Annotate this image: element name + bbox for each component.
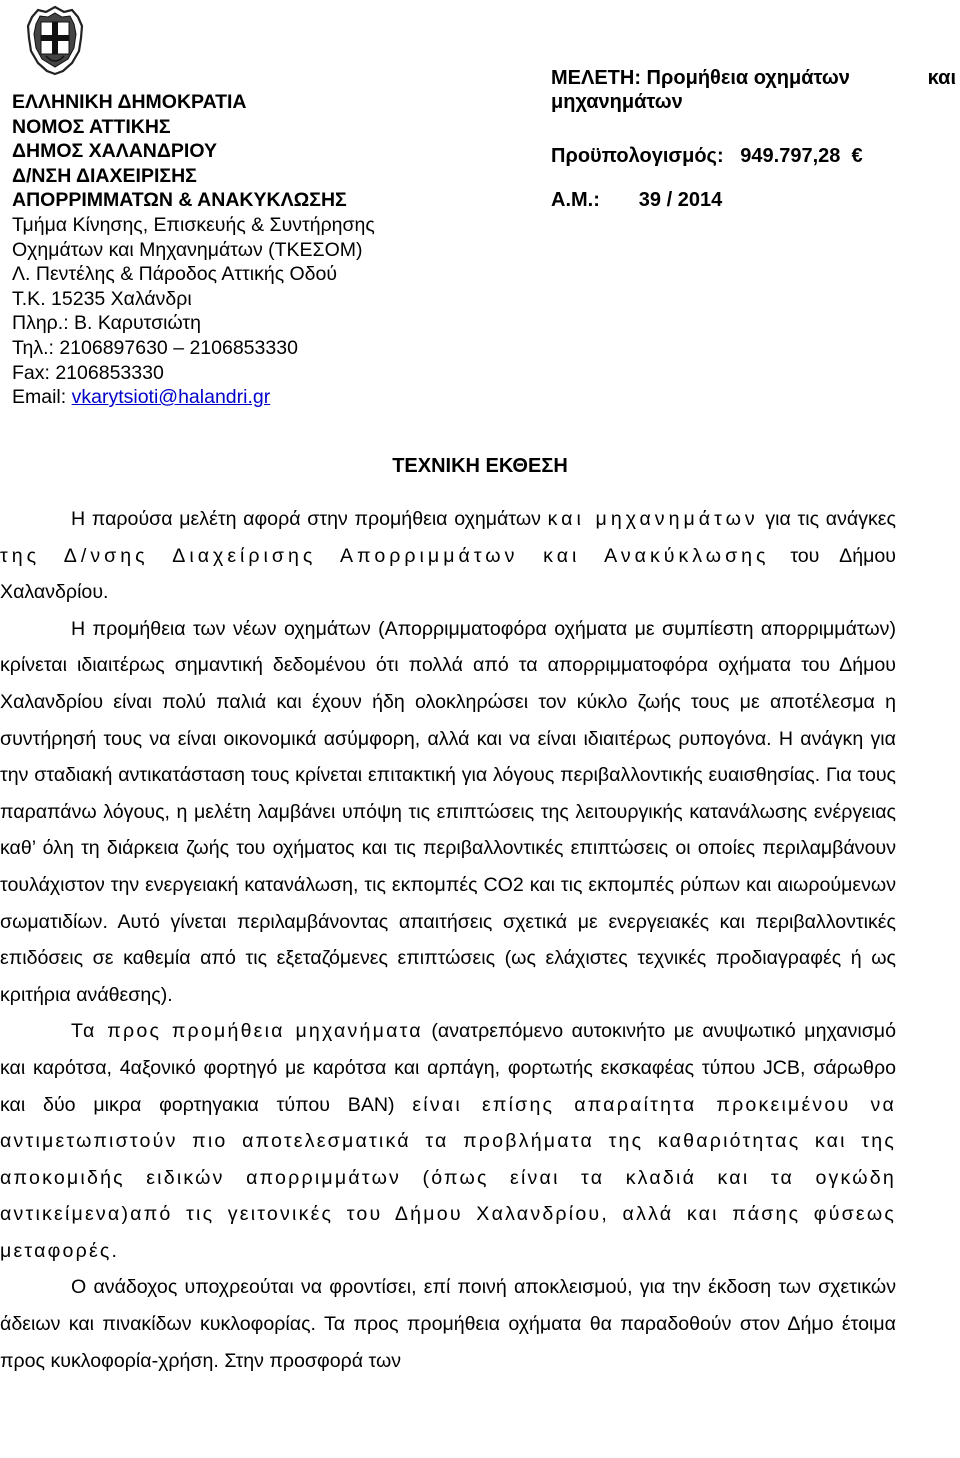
- p2-text-c: Για τους παραπάνω λόγους, η μελέτη λαμβάνει υπόψη τις επιπτώσεις της λειτουργικής κατανάλωσης ενέργειας καθ’ όλη τη διάρκεια ζωής του οχήματος και τις περιβαλλοντικές επιπτώσεις οι οποίες περιλαμβάνουν τουλάχιστον την ενεργειακή κατανάλωση, τις εκπομπές CO2 και τις εκπομπές ρύπων και αιωρούμενων σωματιδίων.: [0, 764, 896, 933]
- paragraph-2: [0, 611, 896, 1014]
- municipality-line: ΔΗΜΟΣ ΧΑΛΑΝΔΡΙΟΥ: [12, 140, 217, 163]
- paragraph-1: [0, 501, 896, 611]
- email-link[interactable]: vkarytsioti@halandri.gr: [71, 386, 271, 409]
- department-line: Τμήμα Κίνησης, Επισκευής & Συντήρησης: [12, 213, 375, 236]
- paragraph-4: Ο ανάδοχος υποχρεούται να φροντίσει, επί ποινή αποκλεισμού, για την έκδοση των σχετικών άδειων και πινακίδων κυκλοφορίας. Τα προς προμήθεια οχήματα θα παραδοθούν στον Δήμο έτοιμα προς κυκλοφορία-χρήση. Στην προσφορά των: [0, 1276, 896, 1372]
- sender-info: [12, 90, 492, 410]
- p1-text-d: της Δ/νσης Διαχείρισης Απορριμμάτων και Ανακύκλωσης: [0, 544, 770, 567]
- department-line-2: Οχημάτων και Μηχανημάτων (ΤΚΕΣΟΜ): [12, 238, 363, 261]
- contact-person-line: Πληρ.: Β. Καρυτσιώτη: [12, 312, 201, 335]
- p2-text-d: Αυτό γίνεται περιλαμβάνοντας απαιτήσεις σχετικά με ενεργειακές και περιβαλλοντικές επιδόσεις σε καθεμία από τις εξεταζόμενες επιπτώσεις (ως ελάχιστες τεχνικές προδιαγραφές ή ως κριτήρια ανάθεσης).: [0, 910, 896, 1006]
- postal-code-line: Τ.Κ. 15235 Χαλάνδρι: [12, 287, 192, 310]
- prefecture-line: ΝΟΜΟΣ ΑΤΤΙΚΗΣ: [12, 115, 171, 138]
- document-body: [0, 501, 896, 1379]
- euro-icon: €: [851, 145, 863, 167]
- p1-text-e: του Δήμου Χαλανδρίου.: [0, 544, 896, 604]
- study-title: [551, 66, 956, 90]
- study-info: [551, 66, 956, 212]
- p1-text-a: Η παρούσα μελέτη αφορά στην προμήθεια οχημάτων: [71, 508, 541, 530]
- p2-text-a: Η προμήθεια των νέων οχημάτων (Απορριμματοφόρα οχήματα με συμπίεστη απορριμμάτων) κρίνεται ιδιαιτέρως σημαντική δεδομένου ότι πολλά από τα απορριμματοφόρα οχήματα του Δήμου Χαλανδρίου είναι πολύ παλιά και έχουν ήδη ολοκληρώσει τον κύκλο ζωής τους με αποτέλεσμα η συντήρησή τους να είναι οικονομικά ασύμφορη, αλλά και να είναι ιδιαιτέρως ρυπογόνα. Η ανάγκη για την: [0, 617, 896, 787]
- country-line: ΕΛΛΗΝΙΚΗ ΔΗΜΟΚΡΑΤΙΑ: [12, 91, 247, 113]
- paragraph-3: [0, 1013, 896, 1269]
- phone-line: Τηλ.: 2106897630 – 2106853330: [12, 336, 298, 359]
- study-title-conj: και: [927, 67, 956, 89]
- p3-text-b: (ανατρεπόμενο αυτοκινήτο με ανυψωτικό μηχανισμό και καρότσα, 4αξονικό φορτηγό με καρότσα και αρπάγη, φορτωτής εκσκαφέας τύπου JCB, σάρωθρο και δύο μικρα φορτηγακια τύπου ΒΑΝ): [0, 1020, 896, 1116]
- address-line: Λ. Πεντέλης & Πάροδος Αττικής Οδού: [12, 263, 338, 286]
- document-title: ΤΕΧΝΙΚΗ ΕΚΘΕΣΗ: [392, 455, 568, 477]
- registry-value: 39 / 2014: [638, 189, 723, 211]
- fax-line: Fax: 2106853330: [12, 361, 164, 384]
- budget-label: Προϋπολογισμός:: [551, 145, 724, 167]
- study-title-cont: μηχανημάτων: [551, 91, 683, 113]
- directorate-line-2: ΑΠΟΡΡΙΜΜΑΤΩΝ & ΑΝΑΚΥΚΛΩΣΗΣ: [12, 189, 347, 212]
- p2-text-b: σταδιακή αντικατάσταση τους κρίνεται επιτακτική για λόγους περιβαλλοντικής ευαισθησίας.: [34, 764, 821, 787]
- p3-text-a: Τα προς προμήθεια μηχανήματα: [71, 1020, 423, 1043]
- registry-label: Α.Μ.:: [551, 189, 600, 211]
- email-label: Email:: [12, 386, 72, 409]
- budget-line: [551, 144, 956, 168]
- budget-value: 949.797,28: [740, 145, 841, 167]
- p3-text-c: είναι επίσης απαραίτητα προκειμένου να αντιμετωπιστούν πιο αποτελεσματικά τα προβλήματα της καθαριότητας και της αποκομιδής ειδικών απορριμμάτων (όπως είναι τα κλαδιά και τα ογκώδη αντικείμενα)από τις γειτονικές του Δήμου Χαλανδρίου, αλλά και πάσης φύσεως μεταφορές.: [0, 1093, 896, 1262]
- p1-text-c: για τις ανάγκες: [765, 508, 896, 530]
- email-line: [12, 385, 492, 410]
- study-title-main: ΜΕΛΕΤΗ: Προμήθεια οχημάτων: [551, 67, 850, 89]
- p1-text-b: και μηχανημάτων: [547, 508, 759, 530]
- directorate-line: Δ/ΝΣΗ ΔΙΑΧΕΙΡΙΣΗΣ: [12, 164, 197, 187]
- registry-number-line: [551, 188, 956, 212]
- greek-coat-of-arms-icon: [24, 4, 86, 76]
